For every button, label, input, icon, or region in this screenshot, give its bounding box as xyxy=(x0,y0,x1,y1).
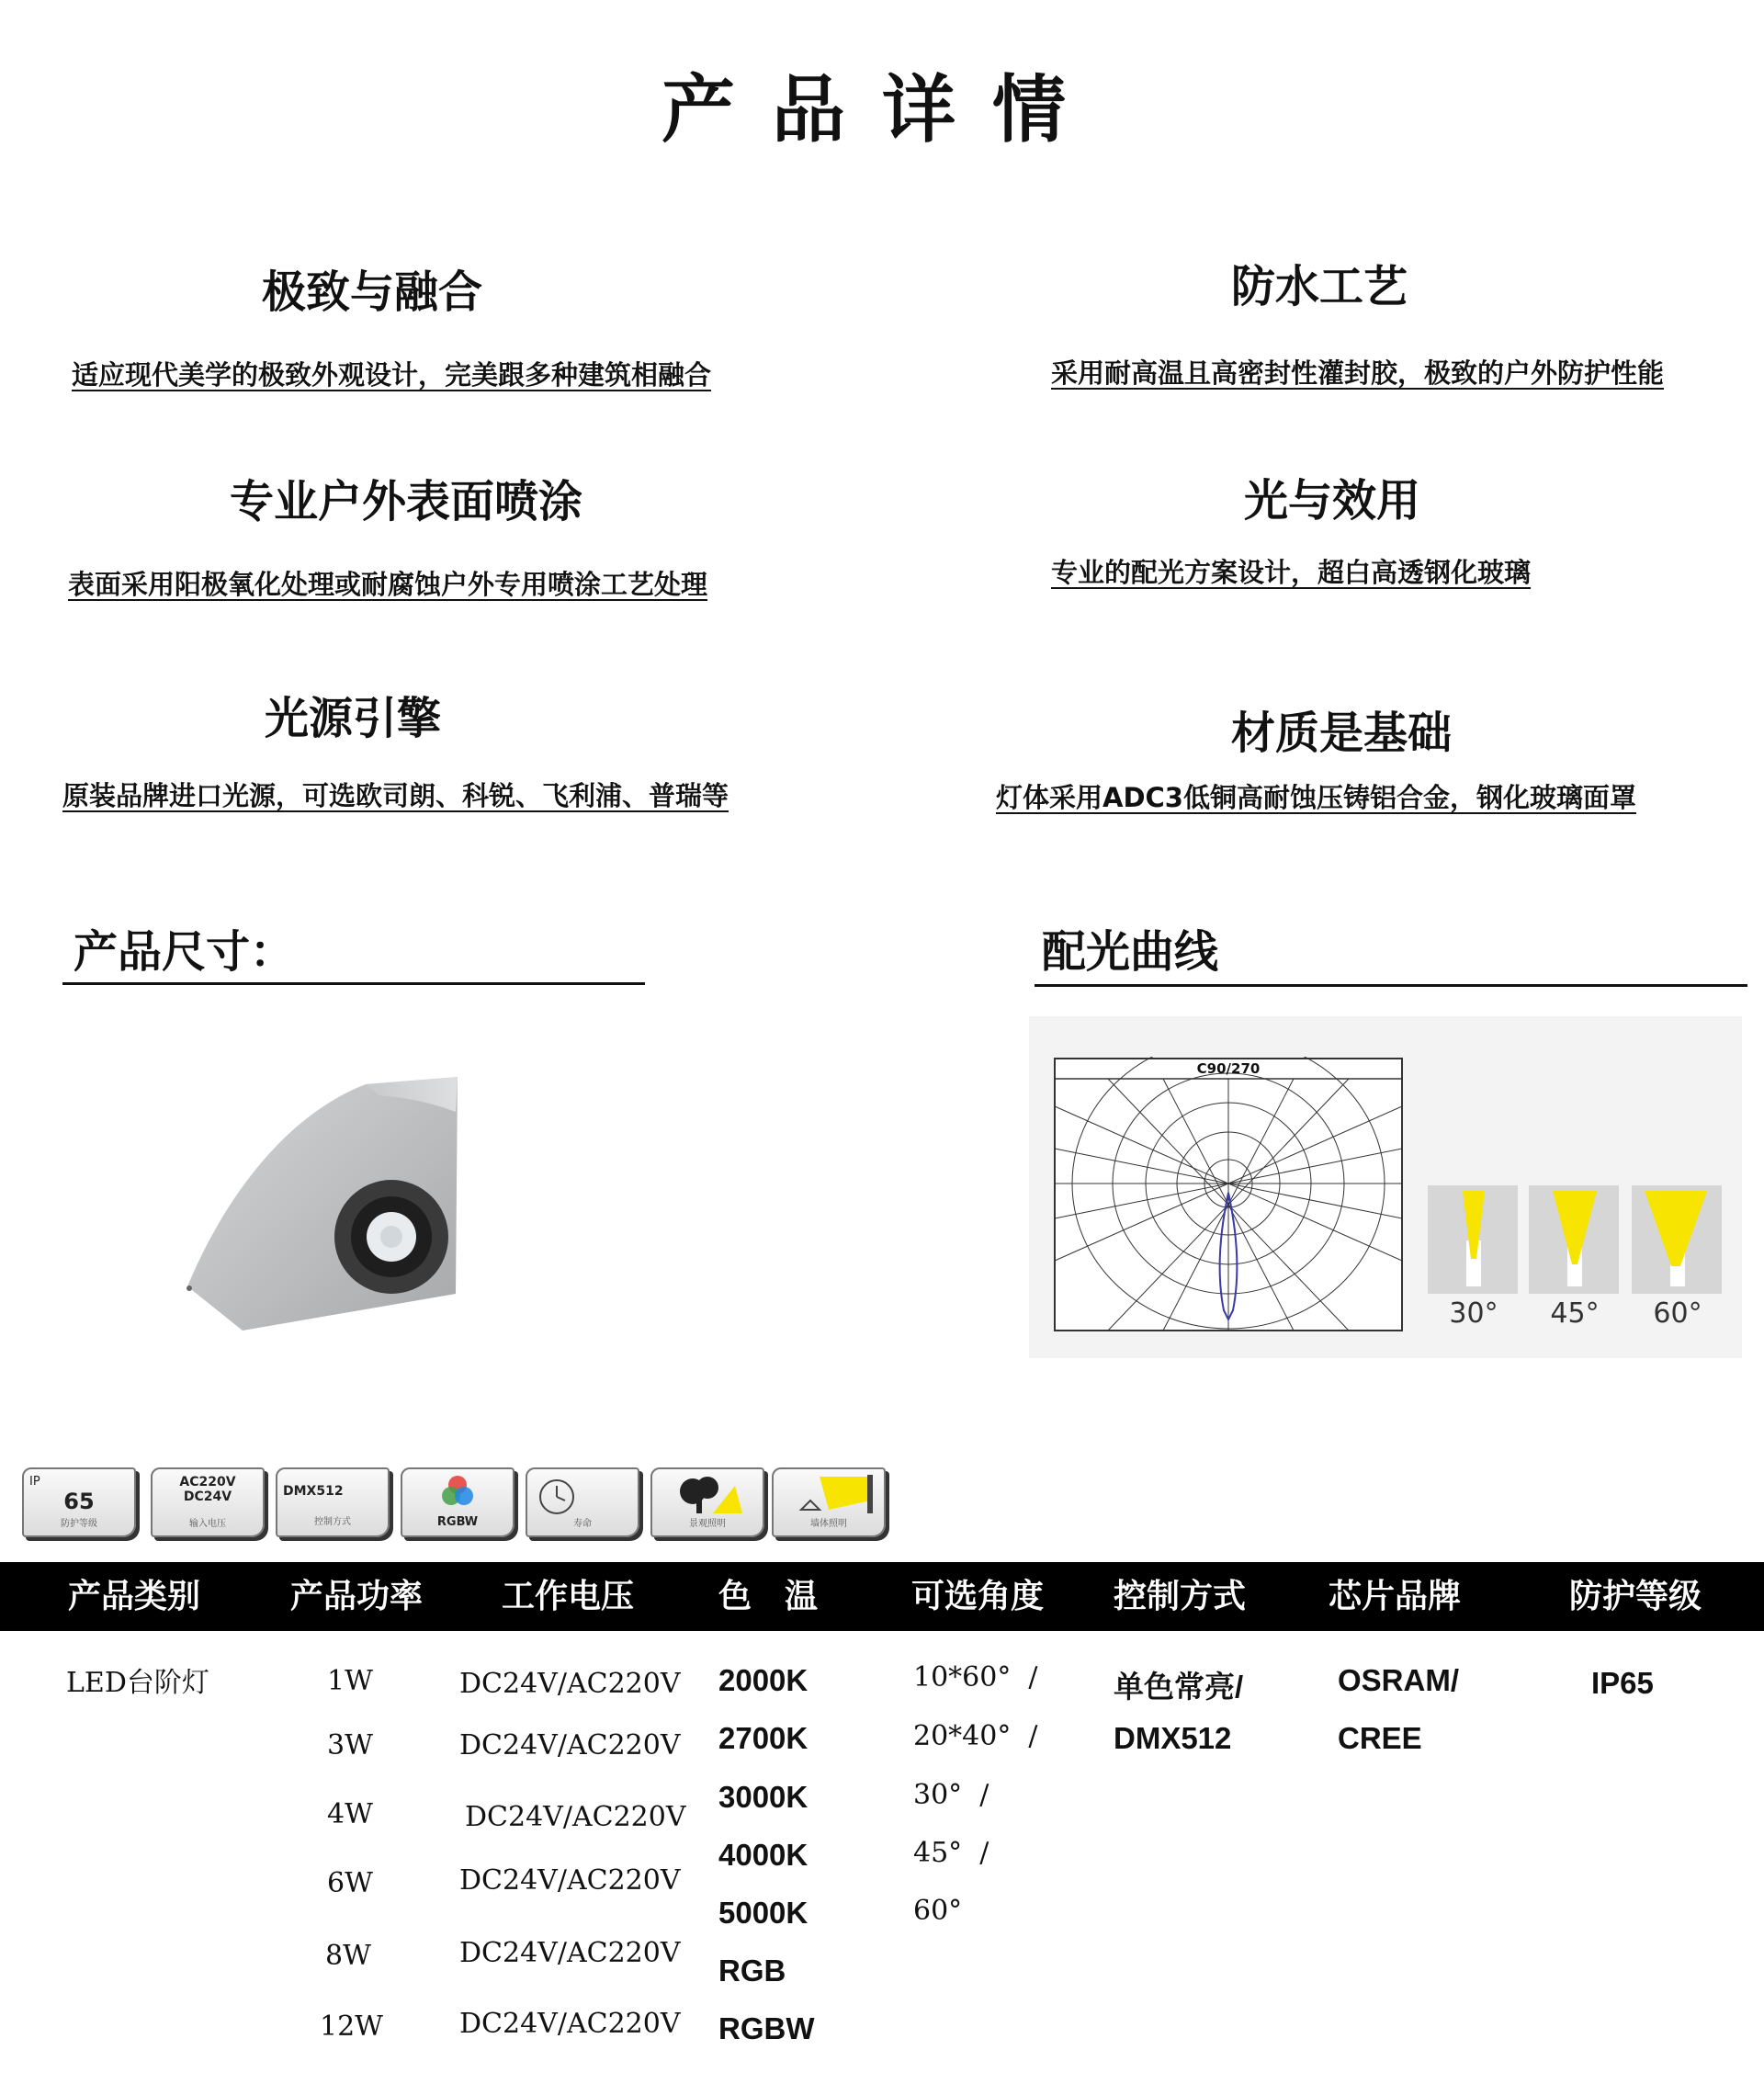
header-angle: 可选角度 xyxy=(911,1578,1045,1615)
cell-category: LED台阶灯 xyxy=(66,1667,209,1699)
cell-power-5: 8W xyxy=(325,1940,371,1972)
cell-power-4: 6W xyxy=(327,1867,373,1899)
dimensions-title: 产品尺寸： xyxy=(74,926,295,978)
dimensions-rule xyxy=(62,982,645,985)
cell-angle-3: 30° / xyxy=(913,1779,989,1811)
landscape-icon xyxy=(650,1467,764,1537)
feature-title-waterproof: 防水工艺 xyxy=(1231,261,1408,312)
header-power: 产品功率 xyxy=(290,1578,424,1615)
dmx-icon xyxy=(276,1467,390,1537)
feature-title-coating: 专业户外表面喷涂 xyxy=(230,476,583,527)
light-curve-title: 配光曲线 xyxy=(1042,926,1219,978)
feature-desc-light-effect: 专业的配光方案设计，超白高透钢化玻璃 xyxy=(1051,557,1532,588)
clock-badge-sub: 寿命 xyxy=(573,1519,592,1529)
page-title: 产品详情 xyxy=(662,67,1102,153)
cell-color-temp-5: 5000K xyxy=(718,1896,808,1930)
feature-desc-waterproof: 采用耐高温且高密封性灌封胶，极致的户外防护性能 xyxy=(1051,357,1665,389)
ip65-badge-main: 65 xyxy=(63,1489,95,1514)
polar-chart-label: C90/270 xyxy=(1196,1060,1261,1077)
clock-icon xyxy=(526,1467,639,1537)
header-control: 控制方式 xyxy=(1114,1578,1247,1615)
dmx-badge-sub: 控制方式 xyxy=(314,1517,351,1527)
cell-power-6: 12W xyxy=(320,2010,384,2043)
rgbw-icon xyxy=(401,1467,514,1537)
beam-angle-30: 30° xyxy=(1449,1297,1498,1330)
cell-voltage-2: DC24V/AC220V xyxy=(459,1729,681,1761)
cell-color-temp-4: 4000K xyxy=(718,1838,808,1872)
cell-control-2: DMX512 xyxy=(1114,1721,1232,1755)
beam-angle-45: 45° xyxy=(1550,1297,1600,1330)
header-chip: 芯片品牌 xyxy=(1329,1578,1462,1615)
voltage-badge-top: AC220V xyxy=(179,1475,236,1489)
landscape-badge-sub: 景观照明 xyxy=(689,1519,726,1529)
cell-color-temp-6: RGB xyxy=(718,1954,786,1988)
cell-angle-4: 45° / xyxy=(913,1837,989,1869)
cell-color-temp-2: 2700K xyxy=(718,1721,808,1755)
cell-chip-2: CREE xyxy=(1338,1721,1422,1755)
feature-desc-light-engine: 原装品牌进口光源，可选欧司朗、科锐、飞利浦、普瑞等 xyxy=(62,780,729,811)
cell-chip-1: OSRAM/ xyxy=(1338,1663,1459,1697)
cell-angle-5: 60° xyxy=(913,1895,963,1927)
voltage-badge-sub: 输入电压 xyxy=(189,1519,226,1529)
product-image xyxy=(175,1075,478,1342)
polar-chart xyxy=(1053,1057,1406,1332)
ip65-badge-top: IP xyxy=(29,1475,40,1489)
feature-title-material: 材质是基础 xyxy=(1231,708,1453,759)
cell-power-3: 4W xyxy=(327,1798,373,1830)
cell-voltage-4: DC24V/AC220V xyxy=(459,1864,681,1897)
cell-voltage-5: DC24V/AC220V xyxy=(459,1937,681,1969)
feature-title-light-engine: 光源引擎 xyxy=(265,693,442,744)
voltage-badge-main: DC24V xyxy=(183,1489,232,1504)
cell-color-temp-7: RGBW xyxy=(718,2011,815,2045)
header-category: 产品类别 xyxy=(68,1578,201,1615)
cell-angle-1: 10*60° / xyxy=(913,1661,1038,1693)
cell-power-2: 3W xyxy=(327,1729,373,1761)
cell-power-1: 1W xyxy=(327,1665,373,1697)
beam-angle-60: 60° xyxy=(1653,1297,1702,1330)
feature-desc-material: 灯体采用ADC3低铜高耐蚀压铸铝合金，钢化玻璃面罩 xyxy=(996,782,1636,813)
feature-desc-coating: 表面采用阳极氧化处理或耐腐蚀户外专用喷涂工艺处理 xyxy=(68,569,708,600)
cell-protection: IP65 xyxy=(1591,1666,1654,1700)
rgbw-badge-main: RGBW xyxy=(436,1515,479,1529)
feature-title-fusion: 极致与融合 xyxy=(262,266,483,318)
wall-light-badge-sub: 墙体照明 xyxy=(810,1519,847,1529)
cell-color-temp-1: 2000K xyxy=(718,1663,808,1697)
ip65-badge-sub: 防护等级 xyxy=(61,1519,97,1529)
dmx-badge-main: DMX512 xyxy=(283,1484,344,1499)
feature-title-light-effect: 光与效用 xyxy=(1244,475,1421,527)
voltage-icon xyxy=(151,1467,265,1537)
spec-table-header xyxy=(0,1562,1764,1631)
header-color-temp: 色 温 xyxy=(718,1578,819,1615)
cell-voltage-6: DC24V/AC220V xyxy=(459,2008,681,2040)
wall-light-icon xyxy=(772,1467,886,1537)
header-protection: 防护等级 xyxy=(1569,1578,1702,1615)
header-voltage: 工作电压 xyxy=(502,1578,635,1615)
cell-color-temp-3: 3000K xyxy=(718,1780,808,1814)
cell-angle-2: 20*40° / xyxy=(913,1720,1038,1752)
cell-control-1: 单色常亮/ xyxy=(1114,1670,1244,1704)
cell-voltage-1: DC24V/AC220V xyxy=(459,1668,681,1700)
feature-desc-fusion: 适应现代美学的极致外观设计，完美跟多种建筑相融合 xyxy=(72,359,712,391)
light-curve-rule xyxy=(1035,984,1747,987)
cell-voltage-3: DC24V/AC220V xyxy=(465,1801,686,1833)
ip65-icon xyxy=(22,1467,136,1537)
